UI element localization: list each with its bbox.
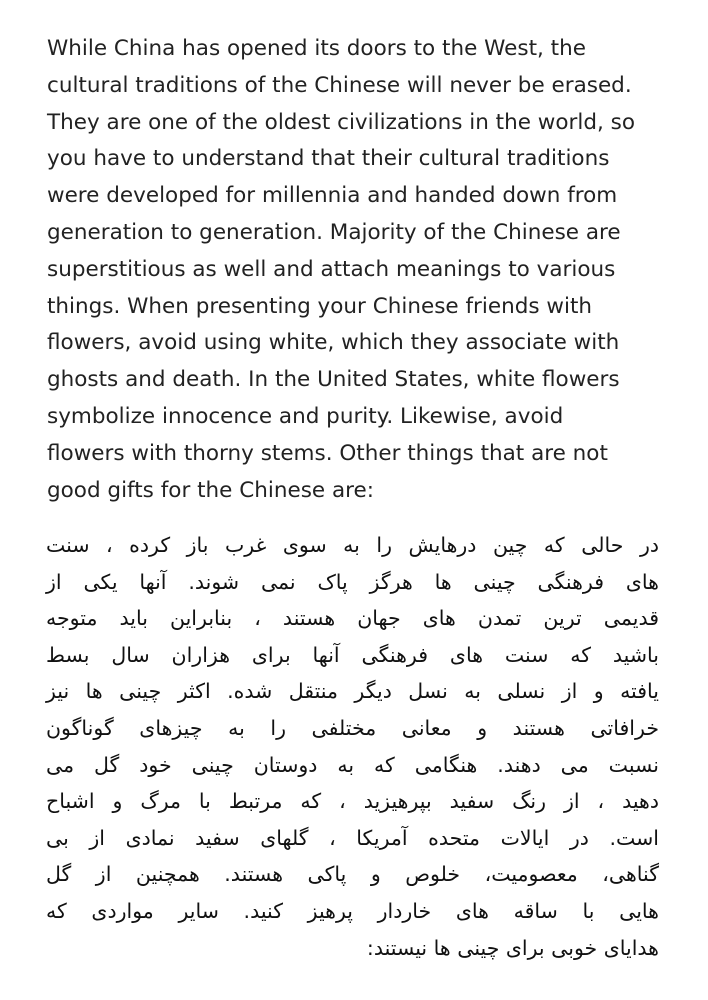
persian-line: باشید که سنت های فرهنگی آنها برای هزاران سال بسط (46, 642, 659, 667)
persian-line: یافته و از نسلی به نسل دیگر منتقل شده. اکثر چینی ها نیز (46, 679, 659, 704)
english-line: good gifts for the Chinese are: (47, 477, 374, 503)
english-line: ghosts and death. In the United States, white flowers (47, 367, 620, 393)
persian-paragraph (46, 527, 659, 966)
english-line: you have to understand that their cultural traditions (47, 146, 610, 172)
english-line: While China has opened its doors to the West, the (47, 36, 586, 61)
english-line: flowers, avoid using white, which they associate with (47, 330, 620, 356)
persian-line: های فرهنگی چینی ها هرگز پاک نمی شوند. آنها یکی از (46, 569, 659, 594)
persian-line: هدایای خوبی برای چینی ها نیستند: (366, 935, 659, 960)
persian-line: دهید ، از رنگ سفید بپرهیزید ، که مرتبط با مرگ و اشباح (46, 789, 659, 814)
persian-line: گناهی، معصومیت، خلوص و پاکی هستند. همچنین از گل (46, 862, 659, 887)
english-paragraph (47, 31, 652, 509)
english-line: symbolize innocence and purity. Likewise, avoid (47, 403, 564, 429)
english-line: were developed for millennia and handed down from (47, 183, 618, 209)
english-line: things. When presenting your Chinese friends with (47, 293, 592, 319)
english-line: cultural traditions of the Chinese will never be erased. (47, 72, 632, 98)
english-line: superstitious as well and attach meanings to various (47, 256, 616, 282)
persian-line: هایی با ساقه های خاردار پرهیز کنید. سایر مواردی که (46, 898, 659, 923)
english-line: They are one of the oldest civilizations in the world, so (47, 109, 636, 135)
persian-line: است. در ایالات متحده آمریکا ، گلهای سفید نمادی از بی (46, 825, 659, 850)
persian-line: قدیمی ترین تمدن های جهان هستند ، بنابراین باید متوجه (46, 606, 659, 631)
persian-line: نسبت می دهند. هنگامی که به دوستان چینی خود گل می (46, 752, 659, 777)
english-line: generation to generation. Majority of the Chinese are (47, 219, 621, 245)
persian-line: خرافاتی هستند و معانی مختلفی را به چیزهای گوناگون (46, 715, 659, 740)
english-line: flowers with thorny stems. Other things that are not (47, 440, 608, 466)
persian-line: در حالی که چین درهایش را به سوی غرب باز کرده ، سنت (46, 533, 659, 557)
